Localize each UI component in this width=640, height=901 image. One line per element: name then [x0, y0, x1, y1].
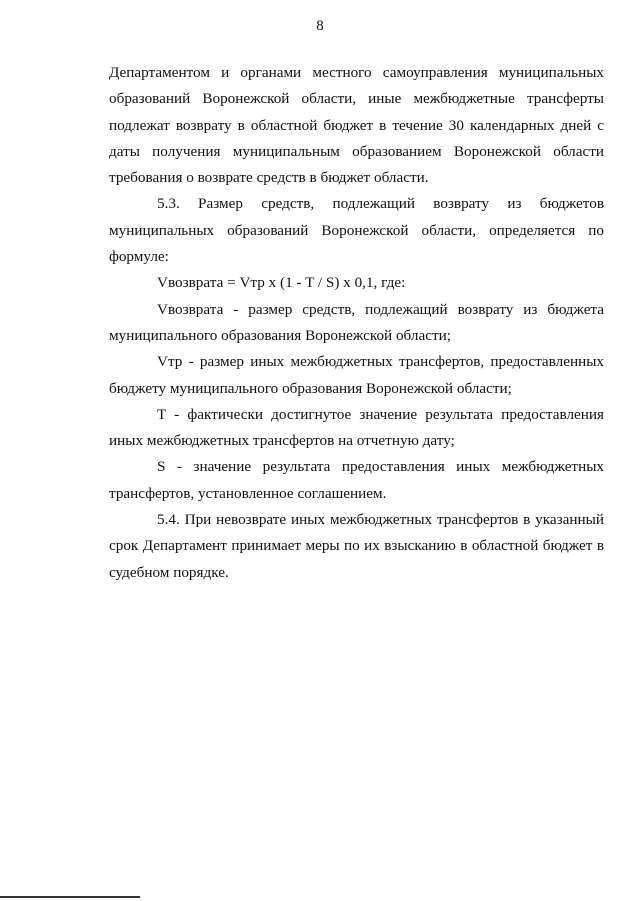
definition-t: T - фактически достигнутое значение результата предоставления иных межбюджетных трансфертов на отчетную дату; — [109, 405, 604, 450]
paragraph-5-3: 5.3. Размер средств, подлежащий возврату из бюджетов муниципальных образований Воронежской области, определяется по формуле: — [109, 195, 604, 266]
footer-divider — [0, 896, 140, 898]
definition-s: S - значение результата предоставления иных межбюджетных трансфертов, установленное соглашением. — [109, 458, 604, 502]
formula: Vвозврата = Vтр x (1 - T / S) x 0,1, где: — [157, 274, 406, 292]
definition-v-tr: Vтр - размер иных межбюджетных трансфертов, предоставленных бюджету муниципального образования Воронежской области; — [109, 353, 604, 397]
paragraph-return-deadline: Департаментом и органами местного самоуправления муниципальных образований Воронежской области, иные межбюджетные трансферты подлежат возврату в областной бюджет в течение 30 календарных дней с даты получения муниципальным образованием Воронежской области требования о возврате средств в бюджет области. — [109, 64, 604, 187]
page-number: 8 — [316, 18, 324, 34]
paragraph-5-4: 5.4. При невозврате иных межбюджетных трансфертов в указанный срок Департамент принимает меры по их взысканию в областной бюджет в судебном порядке. — [109, 511, 604, 581]
definition-v-return: Vвозврата - размер средств, подлежащий возврату из бюджета муниципального образования Воронежской области; — [109, 300, 604, 344]
document-body — [109, 60, 604, 586]
